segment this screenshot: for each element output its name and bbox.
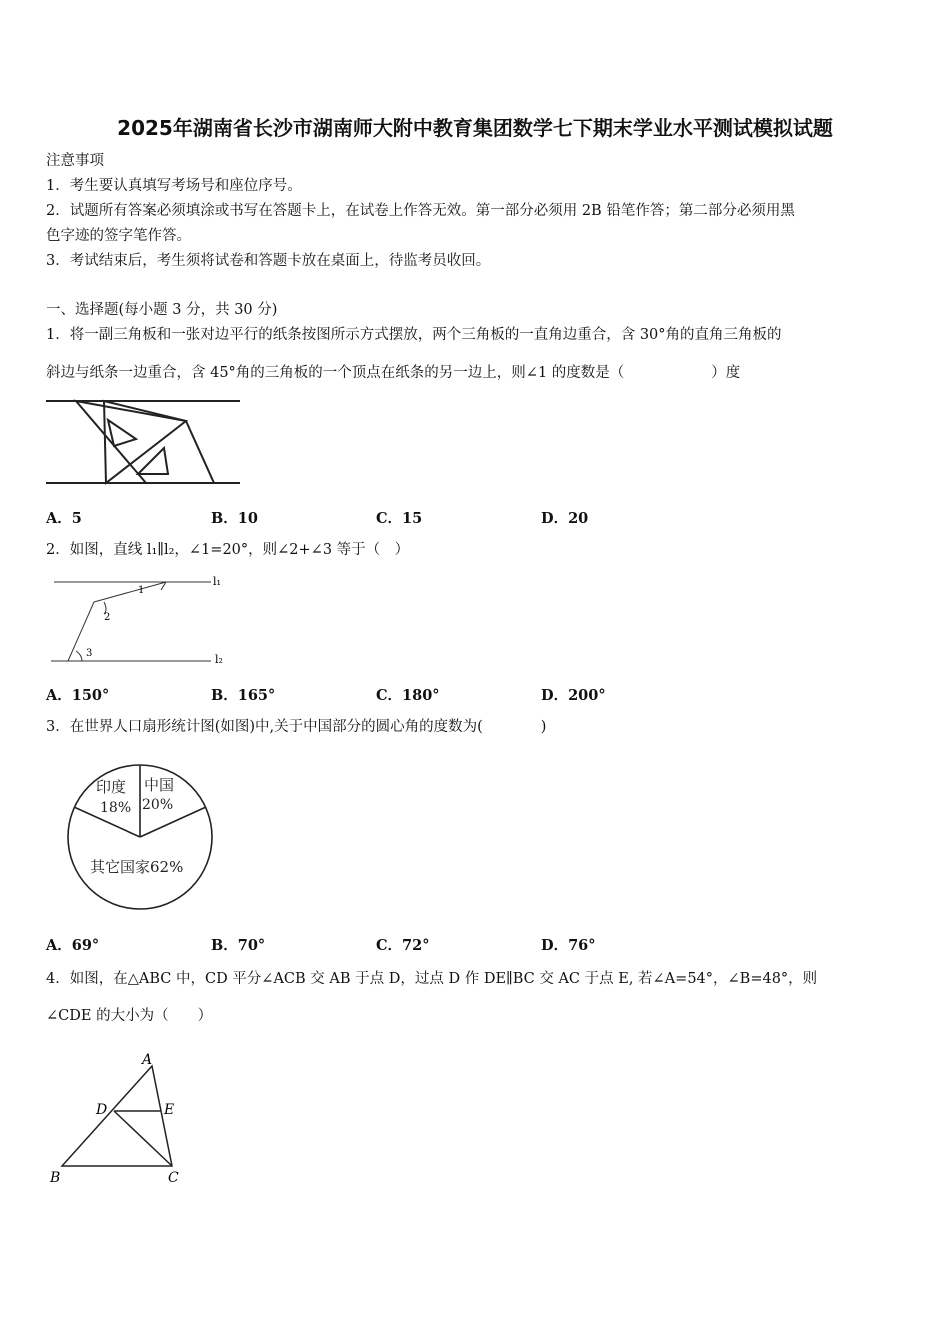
angle2-label: 2	[104, 612, 111, 623]
q1-option-a[interactable]: A．5	[46, 510, 82, 527]
l1-label: l₁	[213, 575, 221, 588]
q2-option-a[interactable]: A．150°	[46, 687, 110, 704]
notice-heading: 注意事项	[46, 153, 104, 169]
pie-other: 其它国家62%	[90, 858, 184, 876]
q1-text-line1: 1．将一副三角板和一张对边平行的纸条按图所示方式摆放，两个三角板的一直角边重合，含 30°角的直角三角板的	[46, 327, 782, 343]
pie-india-pct: 18%	[100, 800, 132, 816]
q1-figure	[46, 396, 242, 486]
point-d-label: D	[96, 1102, 108, 1118]
notice-item: 2．试题所有答案必须填涂或书写在答题卡上，在试卷上作答无效。第一部分必须用 2B 铅笔作答；第二部分必须用黑	[46, 203, 795, 219]
q2-figure	[46, 572, 236, 672]
page-title: 2025年湖南省长沙市湖南师大附中教育集团数学七下期末学业水平测试模拟试题	[117, 116, 833, 140]
q2-option-b[interactable]: B．165°	[211, 687, 276, 704]
q1-option-c[interactable]: C．15	[376, 510, 423, 527]
notice-item: 色字迹的签字笔作答。	[46, 228, 191, 244]
q2-option-d[interactable]: D．200°	[541, 687, 606, 704]
q3-option-c[interactable]: C．72°	[376, 937, 430, 954]
q4-text-line2: ∠CDE 的大小为（ ）	[46, 1008, 213, 1024]
q2-option-c[interactable]: C．180°	[376, 687, 440, 704]
point-e-label: E	[164, 1102, 175, 1118]
q3-option-d[interactable]: D．76°	[541, 937, 596, 954]
pie-india-name: 印度	[96, 778, 127, 796]
q3-text: 3．在世界人口扇形统计图(如图)中,关于中国部分的圆心角的度数为( )	[46, 719, 547, 735]
pie-china-name: 中国	[144, 776, 175, 794]
vertex-a-label: A	[142, 1052, 153, 1068]
pie-china-pct: 20%	[142, 797, 174, 813]
q3-option-a[interactable]: A．69°	[46, 937, 100, 954]
q3-option-b[interactable]: B．70°	[211, 937, 266, 954]
q2-text: 2．如图，直线 l₁∥l₂，∠1=20°，则∠2+∠3 等于（ ）	[46, 542, 410, 558]
q1-option-d[interactable]: D．20	[541, 510, 589, 527]
vertex-c-label: C	[168, 1170, 179, 1186]
angle1-label: 1	[138, 585, 145, 596]
notice-item: 1．考生要认真填写考场号和座位序号。	[46, 178, 302, 194]
section-heading: 一、选择题(每小题 3 分，共 30 分)	[46, 302, 278, 318]
l2-label: l₂	[215, 653, 223, 666]
q4-text-line1: 4．如图，在△ABC 中，CD 平分∠ACB 交 AB 于点 D，过点 D 作 DE∥BC 交 AC 于点 E, 若∠A=54°，∠B=48°，则	[46, 971, 818, 987]
q1-option-b[interactable]: B．10	[211, 510, 258, 527]
q1-text-line2: 斜边与纸条一边重合，含 45°角的三角板的一个顶点在纸条的另一边上，则∠1 的度数是（ ）度	[46, 365, 741, 381]
q4-triangle-figure	[46, 1048, 206, 1188]
notice-item: 3．考试结束后，考生须将试卷和答题卡放在桌面上，待监考员收回。	[46, 253, 491, 269]
q3-pie-chart	[66, 762, 216, 912]
vertex-b-label: B	[50, 1170, 61, 1186]
angle3-label: 3	[86, 648, 93, 659]
